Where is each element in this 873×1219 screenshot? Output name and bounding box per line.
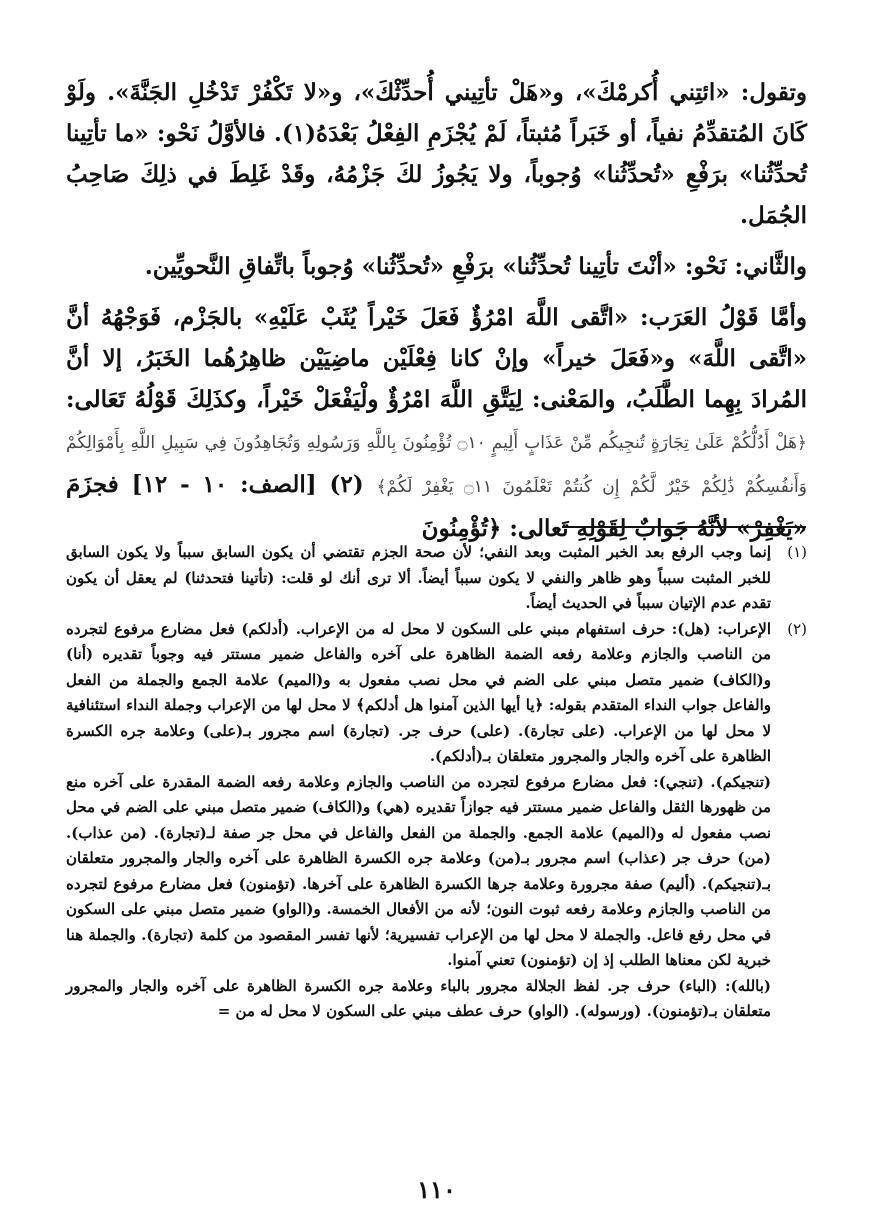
footnote-text: إنما وجب الرفع بعد الخبر المثبت وبعد النفي؛ لأن صحة الجزم تقتضي أن يكون السابق سبباً ولا يكون السابق للخبر المثبت سبباً وهو ظاهر والنفي لا يكون سبباً أيضاً. ألا ترى أنك لو قلت: (تأتينا فتحدثنا) لم يعقل أن يكون تقدم عدم الإتيان سبباً في الحديث أيضاً. [66, 543, 771, 612]
main-paragraph-3-end: (٢) [الصف: ١٠ - ١٢] فجزَمَ «يَغْفِرْ» لأنَّهُ جَوابٌ لِقَوْلِهِ تَعالى: ﴿تُؤْمِنُونَ [66, 471, 807, 542]
main-text [66, 72, 807, 549]
quran-verse: ﴿هَلْ أَدُلُّكُمْ عَلَىٰ تِجَارَةٍ تُنجِيكُم مِّنْ عَذَابٍ أَلِيمٍ ۝١٠ تُؤْمِنُونَ بِاللَّهِ وَرَسُولِهِ وَتُجَاهِدُونَ فِي سَبِيلِ اللَّهِ بِأَمْوَالِكُمْ وَأَنفُسِكُمْ ذَٰلِكُمْ خَيْرٌ لَّكُمْ إِن كُنتُمْ تَعْلَمُونَ ۝١١ يَغْفِرْ لَكُمْ﴾ [66, 433, 807, 497]
footnote-paragraph: الإعراب: (هل): حرف استفهام مبني على السكون لا محل له من الإعراب. (أدلكم) فعل مضارع مرفوع لتجرده من الناصب والجازم وعلامة رفعه الضمة الظاهرة على آخره والفاعل ضمير مستتر فيه وجوباً تقديره (أنا) و(الكاف) ضمير متصل مبني على الضم في محل نصب مفعول به و(الميم) علامة الجمع والجملة من الفعل والفاعل جواب النداء المتقدم بقوله: ﴿يا أيها الذين آمنوا هل أدلكم﴾ لا محل لها من الإعراب وجملة النداء استئنافية لا محل لها من الإعراب. (على تجارة). (على) حرف جر. (تجارة) اسم مجرور بـ(على) وعلامة جره الكسرة الظاهرة على آخره والجار والمجرور متعلقان بـ(أدلكم). [66, 619, 771, 765]
footnote-number: (٢) [787, 619, 807, 638]
footnote-2 [66, 617, 807, 1025]
footnote-divider [562, 526, 806, 528]
footnote-paragraph: (تنجيكم). (تنجي): فعل مضارع مرفوع لتجرده من الناصب والجازم وعلامة رفعه الضمة المقدرة على آخره منع من ظهورها الثقل والفاعل ضمير مستتر فيه جوازاً تقديره (هي) و(الكاف) ضمير متصل مبني على الضم في محل نصب مفعول له و(الميم) علامة الجمع. والجملة من الفعل والفاعل في محل جر صفة لـ(تجارة). (من عذاب). (من) حرف جر (عذاب) اسم مجرور بـ(من) وعلامة جره الكسرة الظاهرة على آخره والجار والمجرور متعلقان بـ(تنجيكم). (أليم) صفة مجرورة وعلامة جرها الكسرة الظاهرة على آخرها. (تؤمنون) فعل مضارع مرفوع لتجرده من الناصب والجازم وعلامة رفعه ثبوت النون؛ لأنه من الأفعال الخمسة. و(الواو) ضمير متصل مبني على السكون في محل رفع فاعل. والجملة لا محل لها من الإعراب تفسيرية؛ لأنها تفسر المقصود من كلمة (تجارة). والجملة هنا خبرية لكن معناها الطلب إذ إن (تؤمنون) تعني آمنوا. [66, 772, 771, 969]
main-paragraph-1: وتقول: «ائتِني أُكرمْكَ»، و«هَلْ تأتِيني أُحدِّثْكَ»، و«لا تَكْفُرْ تَدْخُلِ الجَنَّةَ». ولَوْ كَانَ المُتقدِّمُ نفياً، أو خَبَراً مُثبتاً، لَمْ يُجْزَمِ الفِعْلُ بَعْدَهُ(١). فالأوَّلُ نَحْو: «ما تأتِينا تُحدِّثُنا» برَفْعِ «تُحدِّثُنا» وُجوباً، ولا يَجُوزُ لكَ جَزْمُهُ، وقَدْ غَلِطَ في ذلِكَ صَاحِبُ الجُمَل. [66, 79, 807, 229]
main-paragraph-2: والثَّاني: نَحْو: «أنْتَ تأتِينا تُحدِّثُنا» برَفْعِ «تُحدِّثُنا» وُجوباً باتِّفاقِ النَّحويِّين. [144, 253, 807, 280]
main-paragraph-3 [66, 297, 807, 549]
footnote-paragraph: (بالله): (الباء) حرف جر. لفظ الجلالة مجرور بالباء وعلامة جره الكسرة الظاهرة على آخره والجار والمجرور متعلقان بـ(تؤمنون). (ورسوله). (الواو) حرف عطف مبني على السكون لا محل له من = [66, 976, 771, 1020]
footnote-number: (١) [787, 543, 807, 561]
footnote-1 [66, 540, 807, 617]
footnotes [66, 540, 807, 1025]
page-number: ١١٠ [417, 1175, 456, 1204]
main-paragraph-3-text: وأمَّا قَوْلُ العَرَب: «اتَّقى اللَّهَ امْرُؤٌ فَعَلَ خَيْراً يُثَبْ عَلَيْهِ» بالجَزْم، فَوَجْهُهُ أنَّ «اتَّقى اللَّهَ» و«فَعَلَ خيراً» وإنْ كانا فِعْلَيْن ماضِيَيْن ظاهِرُهُما الخَبَرُ، إلا أنَّ المُرادَ بِهِما الطَّلَبُ، والمَعْنى: لِيَتَّقِ اللَّهَ امْرُؤٌ ولْيَفْعَلْ خَيْراً، وكذَلِكَ قَوْلُهُ تَعَالى: [66, 304, 807, 413]
